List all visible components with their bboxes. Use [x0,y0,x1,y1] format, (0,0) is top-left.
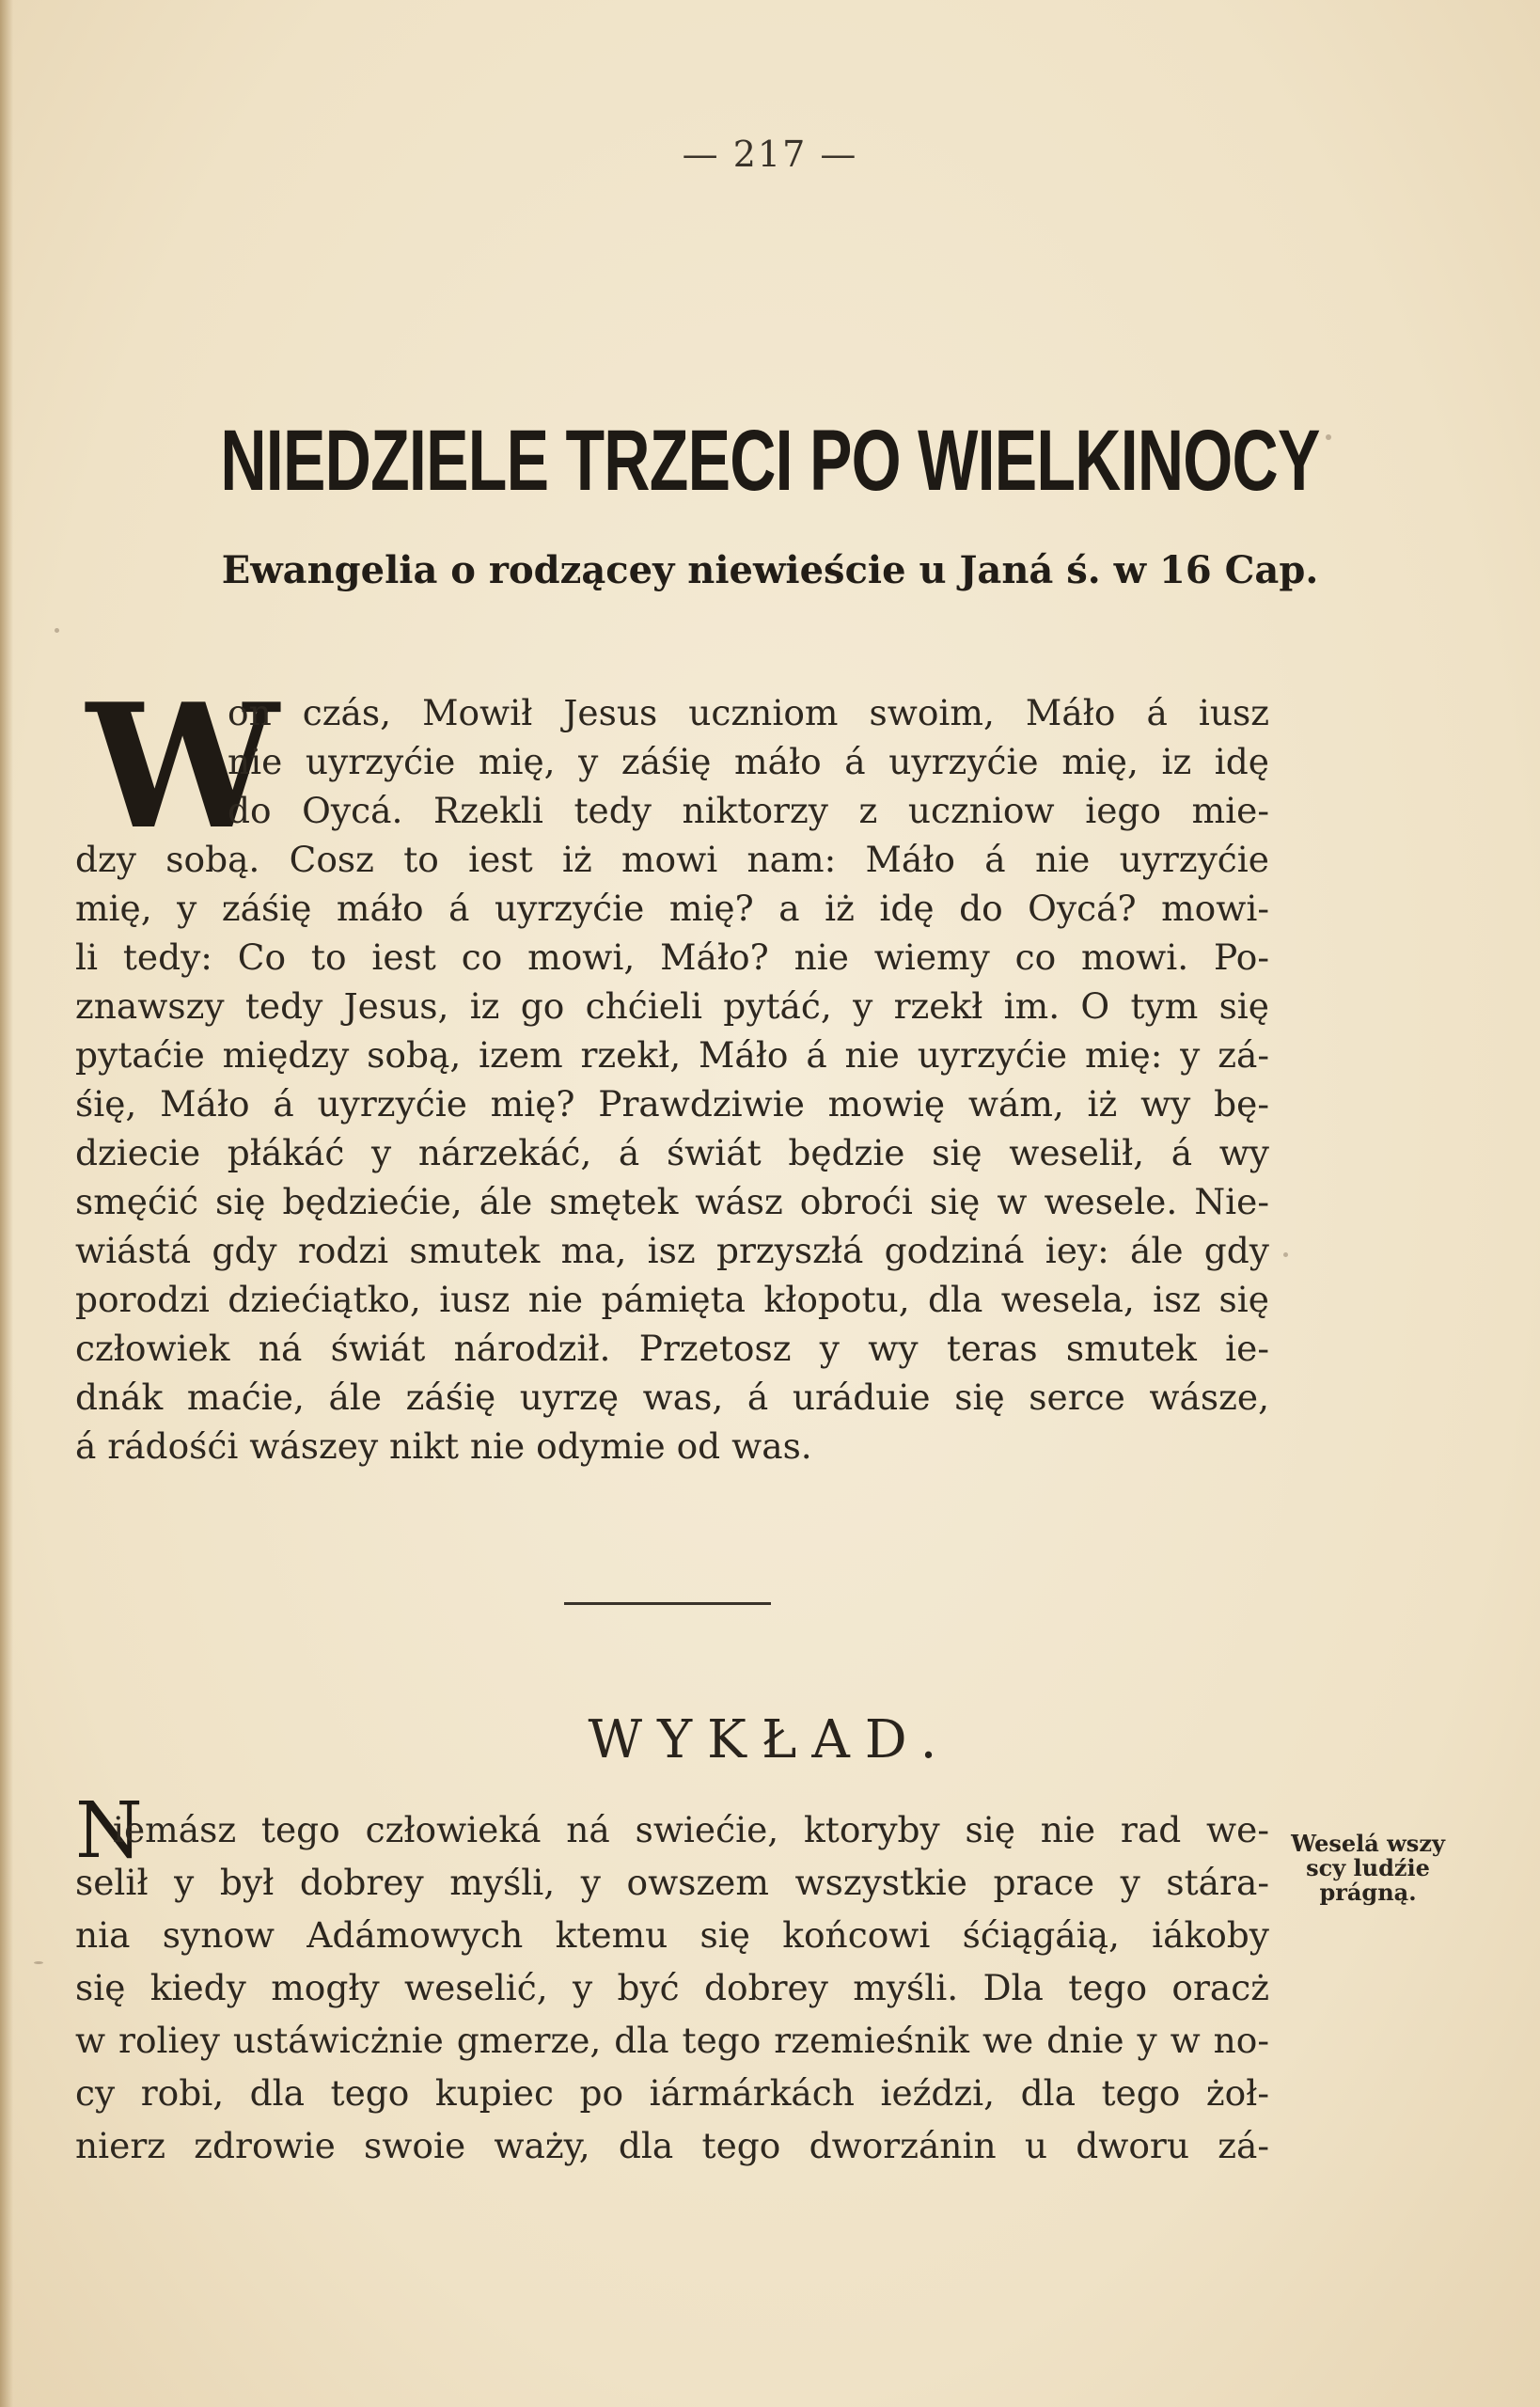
commentary-drop-cap: N [75,1786,143,1876]
marginal-note-line: scy ludźie [1306,1854,1430,1881]
gospel-line: pytaćie między sobą, izem rzekł, Máło á nie uyrzyćie mię: y zá- [75,1034,1269,1076]
page-edge [0,0,13,2407]
gospel-line: dnák maćie, ále záśię uyrzę was, á uráduie się serce wásze, [75,1377,1269,1418]
commentary-line: się kiedy mogły weselić, y być dobrey myśli. Dla tego oracż [75,1967,1269,2008]
gospel-text [75,666,1269,1471]
gospel-line: dzy sobą. Cosz to iest iż mowi nam: Máło á nie uyrzyćie [75,839,1269,880]
paper-speck [1283,1252,1288,1257]
commentary-line: w roliey ustáwicżnie gmerze, dla tego rzemieśnik we dnie y w no- [75,2020,1269,2061]
marginal-note-line: prágną. [1319,1879,1417,1906]
paper-speck [34,1961,43,1964]
commentary-line: selił y był dobrey myśli, y owszem wszystkie prace y stára- [75,1862,1269,1903]
gospel-line: nie uyrzyćie mię, y záśię máło á uyrzyćie mię, iz idę [228,741,1269,782]
marginal-note [1269,1832,1467,1905]
gospel-line: wiástá gdy rodzi smutek ma, isz przyszłá godziná iey: ále gdy [75,1230,1269,1271]
paper-speck [55,628,59,633]
gospel-line: li tedy: Co to iest co mowi, Máło? nie wiemy co mowi. Po- [75,936,1269,978]
gospel-line: do Oycá. Rzekli tedy niktorzy z uczniow iego mie- [228,790,1269,831]
gospel-subtitle: Ewangelia o rodzącey niewieście u Janá ś. w 16 Cap. [221,548,1319,592]
section-heading: WYKŁAD. [588,1709,952,1770]
gospel-line: człowiek ná świát národził. Przetosz y wy teras smutek ie- [75,1328,1269,1369]
gospel-line: á rádośći wászey nikt nie odymie od was. [75,1425,812,1467]
commentary-line: nia synow Adámowych ktemu się końcowi śćiągáią, iákoby [75,1914,1269,1956]
commentary-line: nierz zdrowie swoie waży, dla tego dworzánin u dworu zá- [75,2125,1269,2166]
gospel-line: śię, Máło á uyrzyćie mię? Prawdziwie mowię wám, iż wy bę- [75,1083,1269,1125]
commentary-text [75,1803,1269,2172]
page-title: NIEDZIELE TRZECI PO WIELKINOCY [220,413,1320,509]
gospel-line: smęćić się będziećie, ále smętek wász obroći się w wesele. Nie- [75,1181,1269,1222]
marginal-note-line: Weselá wszy [1291,1830,1445,1857]
gospel-drop-cap: W [86,666,279,867]
gospel-line: dziecie płákáć y nárzekáć, á świát będzie się weselił, á wy [75,1132,1269,1173]
commentary-line: iemász tego człowieká ná swiećie, ktoryby się nie rad we- [113,1809,1269,1850]
paper-speck [1326,434,1331,440]
gospel-line: znawszy tedy Jesus, iz go chćieli pytáć, y rzekł im. O tym się [75,985,1269,1027]
page-number: — 217 — [682,134,858,175]
gospel-line: on czás, Mowił Jesus uczniom swoim, Máło á iusz [228,692,1269,733]
commentary-line: cy robi, dla tego kupiec po iármárkách ieździ, dla tego żoł- [75,2072,1269,2114]
section-divider [564,1602,771,1605]
gospel-line: porodzi dziećiątko, iusz nie pámięta kłopotu, dla wesela, isz się [75,1279,1269,1320]
gospel-line: mię, y záśię máło á uyrzyćie mię? a iż idę do Oycá? mowi- [75,888,1269,929]
